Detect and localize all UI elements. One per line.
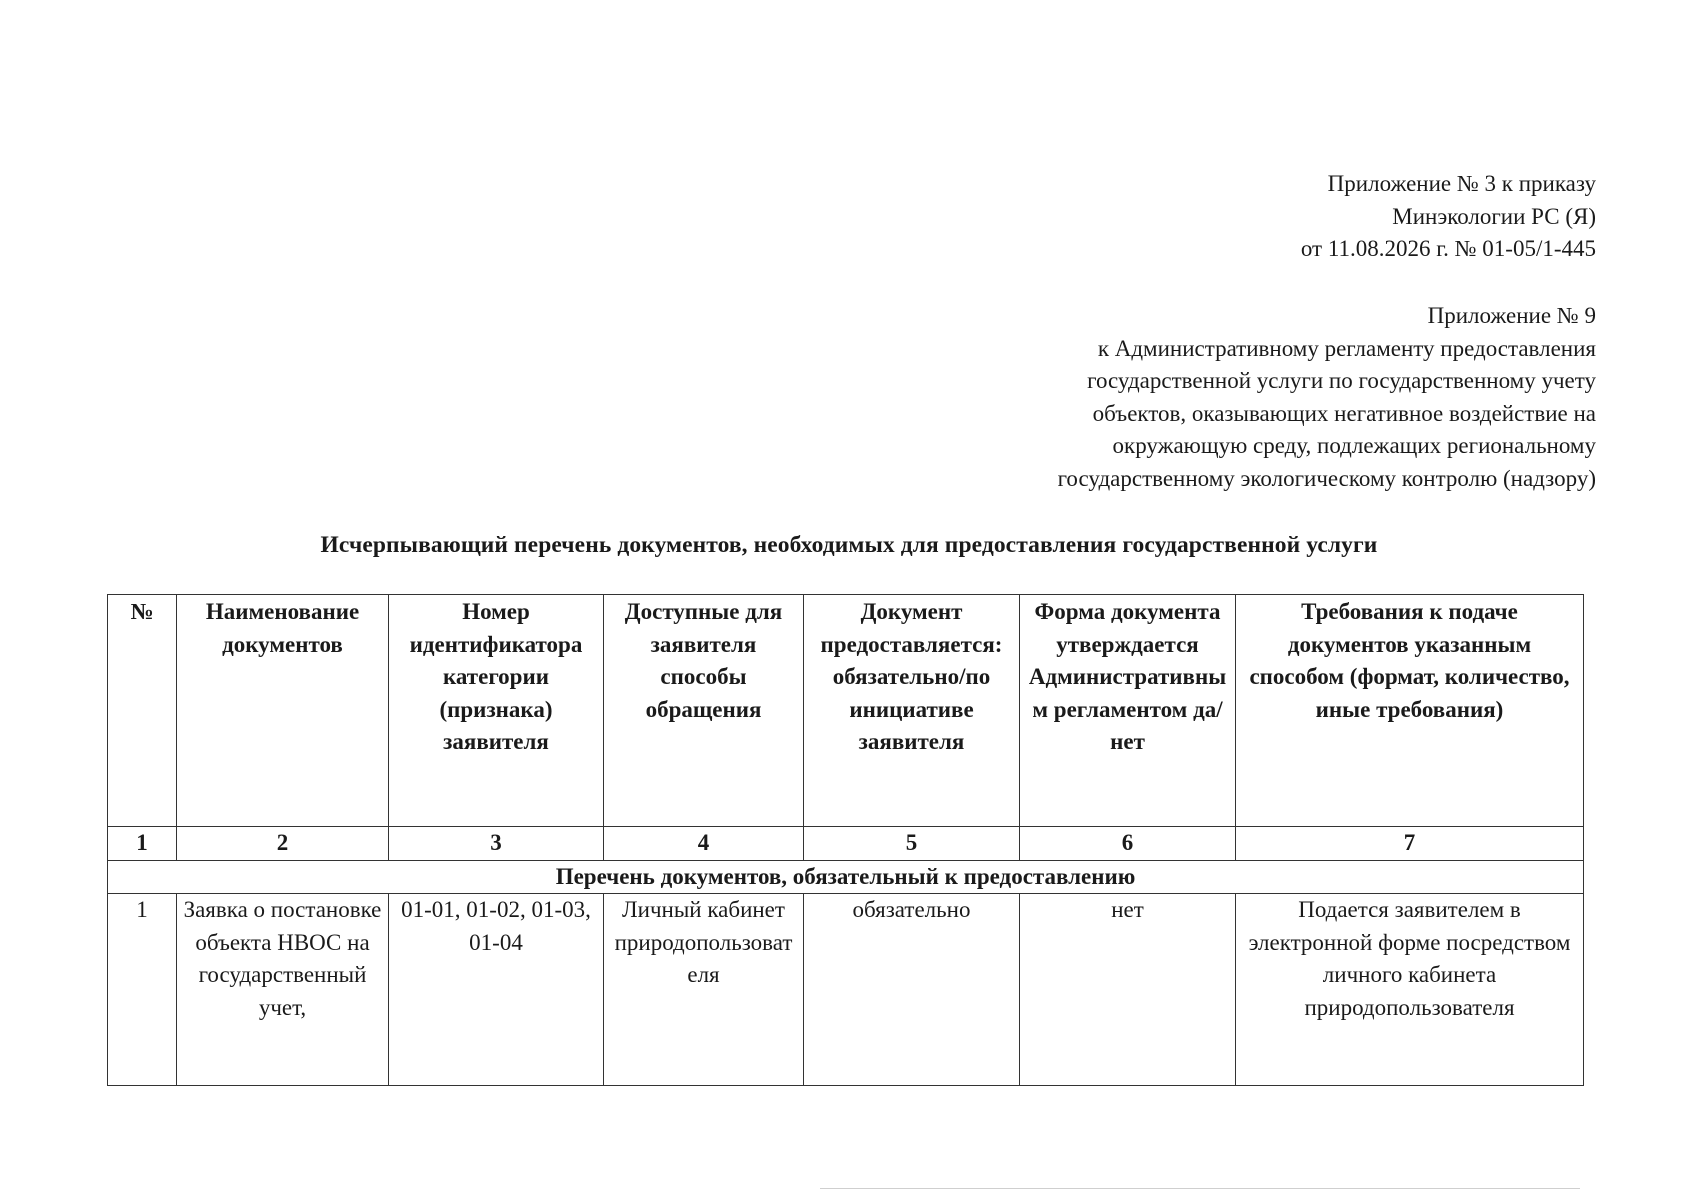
appendix-3-header xyxy=(1301,168,1596,266)
section-title: Перечень документов, обязательный к предоставлению xyxy=(108,860,1584,894)
column-number-7: 7 xyxy=(1236,827,1584,861)
row-category-ids: 01-01, 01-02, 01-03, 01-04 xyxy=(389,894,604,1086)
appendix-9-line-4: объектов, оказывающих негативное воздействие на xyxy=(1092,400,1596,426)
row-methods: Личный кабинет природопользователя xyxy=(604,894,804,1086)
appendix-9-line-6: государственному экологическому контролю (надзору) xyxy=(1057,465,1596,491)
documents-table xyxy=(107,594,1584,1086)
appendix-9-line-5: окружающую среду, подлежащих региональному xyxy=(1112,433,1596,458)
header-methods: Доступные для заявителя способы обращения xyxy=(604,595,804,827)
document-title: Исчерпывающий перечень документов, необходимых для предоставления государственной услуги xyxy=(320,532,1378,558)
scan-artifact-line xyxy=(820,1188,1580,1189)
row-number: 1 xyxy=(108,894,177,1086)
appendix-9-header xyxy=(1058,300,1596,495)
appendix-3-line-3: от 11.08.2026 г. № 01-05/1-445 xyxy=(1300,236,1596,261)
column-number-row xyxy=(108,827,1584,861)
header-number: № xyxy=(108,595,177,827)
column-number-5: 5 xyxy=(804,827,1020,861)
table-header-row xyxy=(108,595,1584,827)
header-obligation: Документ предоставляется: обязательно/по инициативе заявителя xyxy=(804,595,1020,827)
appendix-3-line-2: Минэкологии РС (Я) xyxy=(1392,203,1596,229)
row-requirements: Подается заявителем в электронной форме посредством личного кабинета природопользователя xyxy=(1236,894,1584,1086)
header-form-approved: Форма документа утверждается Административным регламентом да/нет xyxy=(1020,595,1236,827)
header-category-id: Номер идентификатора категории (признака) заявителя xyxy=(389,595,604,827)
section-row xyxy=(108,860,1584,894)
column-number-3: 3 xyxy=(389,827,604,861)
row-form-approved: нет xyxy=(1020,894,1236,1086)
column-number-2: 2 xyxy=(177,827,389,861)
row-obligation: обязательно xyxy=(804,894,1020,1086)
table-row xyxy=(108,894,1584,1086)
column-number-4: 4 xyxy=(604,827,804,861)
appendix-3-line-1: Приложение № 3 к приказу xyxy=(1327,171,1596,196)
column-number-1: 1 xyxy=(108,827,177,861)
appendix-9-line-1: Приложение № 9 xyxy=(1427,303,1596,328)
header-requirements: Требования к подаче документов указанным способом (формат, количество, иные требования) xyxy=(1236,595,1584,827)
appendix-9-line-2: к Административному регламенту предоставления xyxy=(1097,335,1596,361)
column-number-6: 6 xyxy=(1020,827,1236,861)
row-document-name: Заявка о постановке объекта НВОС на государственный учет, xyxy=(177,894,389,1086)
header-document-name: Наименование документов xyxy=(177,595,389,827)
appendix-9-line-3: государственной услуги по государственному учету xyxy=(1087,368,1596,393)
